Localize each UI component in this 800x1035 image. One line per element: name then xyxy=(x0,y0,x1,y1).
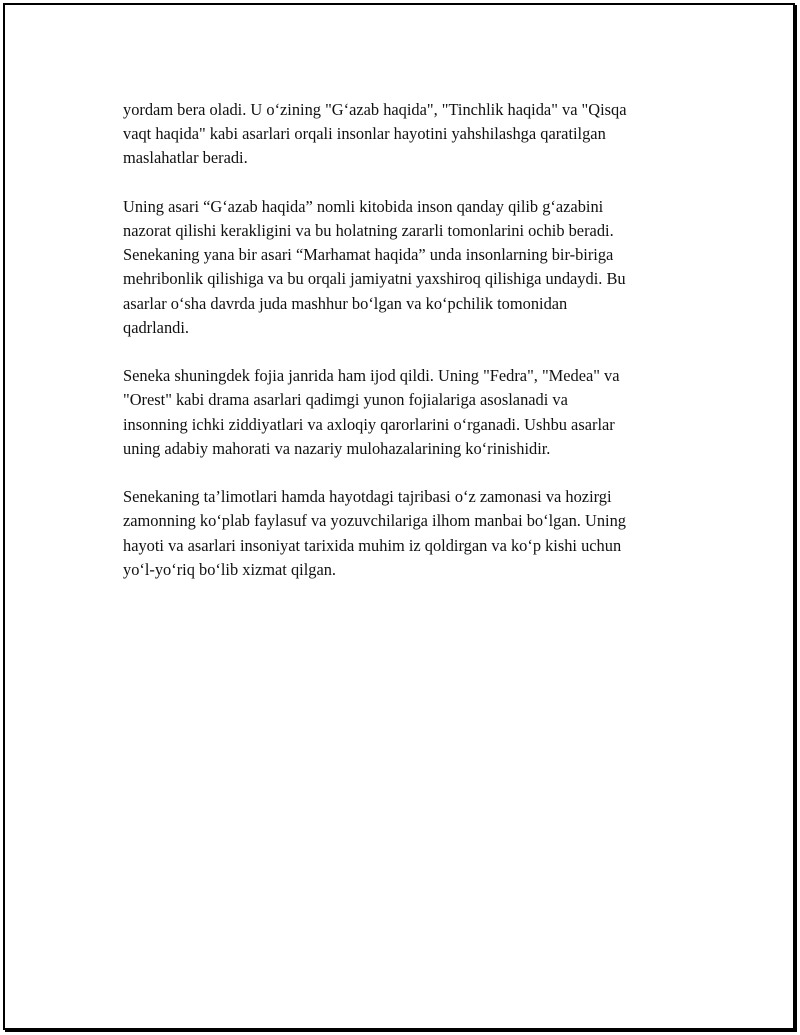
text-line: zamonning ko‘plab faylasuf va yozuvchilariga ilhom manbai bo‘lgan. Uning xyxy=(123,511,626,531)
paragraph-1 xyxy=(123,98,703,171)
text-line: asarlar o‘sha davrda juda mashhur bo‘lgan va ko‘pchilik tomonidan xyxy=(123,293,568,313)
paragraph-3 xyxy=(123,364,703,461)
text-line: yo‘l-yo‘riq bo‘lib xizmat qilgan. xyxy=(123,559,337,579)
paragraph-2 xyxy=(123,195,703,340)
text-line: nazorat qilishi kerakligini va bu holatning zararli tomonlarini ochib beradi. xyxy=(123,221,614,240)
text-line: Senekaning yana bir asari “Marhamat haqida” unda insonlarning bir-biriga xyxy=(123,245,614,265)
text-line: hayoti va asarlari insoniyat tarixida muhim iz qoldirgan va ko‘p kishi uchun xyxy=(123,535,622,555)
text-line: mehribonlik qilishiga va bu orqali jamiyatni yaxshiroq qilishiga undaydi. Bu xyxy=(123,269,626,289)
document-page xyxy=(3,3,795,1030)
text-line: Senekaning ta’limotlari hamda hayotdagi tajribasi o‘z zamonasi va hozirgi xyxy=(123,487,612,507)
text-line: uning adabiy mahorati va nazariy mulohazalarining ko‘rinishidir. xyxy=(123,438,551,458)
text-line: "Orest" kabi drama asarlari qadimgi yunon fojialariga asoslanadi va xyxy=(123,390,568,410)
paragraph-4 xyxy=(123,485,703,582)
text-line: Uning asari “G‘azab haqida” nomli kitobida inson qanday qilib g‘azabini xyxy=(123,196,604,216)
text-line: insonning ichki ziddiyatlari va axloqiy qarorlarini o‘rganadi. Ushbu asarlar xyxy=(123,414,615,434)
text-line: maslahatlar beradi. xyxy=(123,148,248,168)
text-line: yordam bera oladi. U o‘zining "G‘azab haqida", "Tinchlik haqida" va "Qisqa xyxy=(123,100,627,119)
document-body xyxy=(123,98,703,606)
text-line: vaqt haqida" kabi asarlari orqali insonlar hayotini yahshilashga qaratilgan xyxy=(123,124,606,144)
text-line: qadrlandi. xyxy=(123,317,189,337)
text-line: Seneka shuningdek fojia janrida ham ijod qildi. Uning "Fedra", "Medea" va xyxy=(123,366,620,386)
